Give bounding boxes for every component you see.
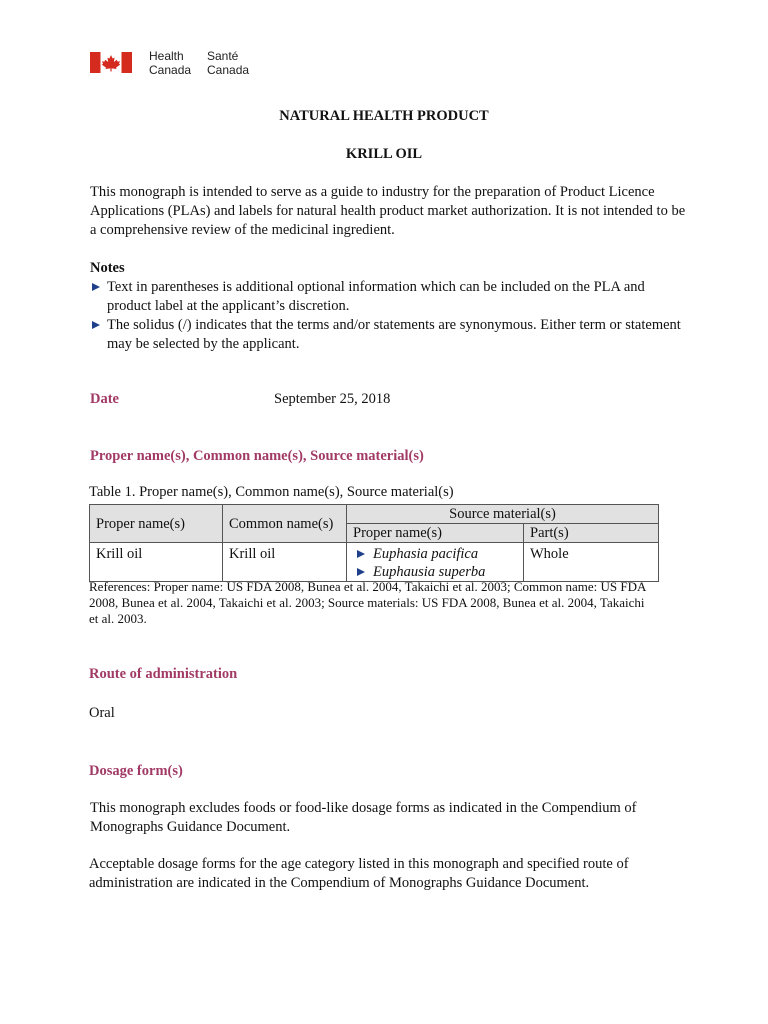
intro-paragraph: This monograph is intended to serve as a guide to industry for the preparation of Product Licence Applications (PLAs) and labels for natural health product market authorization. It is not intended to be a comprehensive review of the medicinal ingredient. (90, 184, 686, 238)
references-text: References: Proper name: US FDA 2008, Bunea et al. 2004, Takaichi et al. 2003; Common name: US FDA 2008, Bunea et al. 2004, Takaichi et al. 2003; Source materials: US FDA 2008, Bunea et al. 2004, Takaichi et al. 2003. (89, 579, 646, 626)
route-value: Oral (89, 705, 115, 721)
arrow-bullet-icon (92, 283, 100, 291)
document-title: NATURAL HEALTH PRODUCT (279, 108, 489, 124)
document-subtitle: KRILL OIL (345, 146, 423, 162)
cell-common-name: Krill oil (223, 543, 347, 582)
health-canada-logo (90, 49, 260, 79)
arrow-bullet-icon (92, 321, 100, 329)
date-value: September 25, 2018 (274, 391, 391, 407)
header-parts: Part(s) (524, 524, 659, 543)
notes-heading: Notes (90, 260, 125, 276)
names-table-wrapper (89, 504, 659, 582)
dosage-paragraph-2: Acceptable dosage forms for the age category listed in this monograph and specified route of administration are indicated in the Compendium of Monographs Guidance Document. (89, 856, 629, 891)
header-common-name: Common name(s) (223, 505, 347, 543)
logo-english-text: Health Canada (149, 49, 192, 77)
arrow-bullet-icon (357, 550, 365, 558)
cell-part: Whole (524, 543, 659, 582)
date-label: Date (90, 391, 119, 407)
list-item: Text in parentheses is additional optional information which can be included on the PLA and product label at the applicant’s discretion. (90, 278, 690, 316)
cell-proper-name: Krill oil (90, 543, 223, 582)
dosage-paragraph-1: This monograph excludes foods or food-like dosage forms as indicated in the Compendium of Monographs Guidance Document. (90, 800, 637, 835)
list-item: The solidus (/) indicates that the terms and/or statements are synonymous. Either term or statement may be selected by the applicant. (90, 316, 690, 354)
list-item: Euphausia superba (353, 563, 517, 581)
header-proper-name: Proper name(s) (90, 505, 223, 543)
table-row (90, 543, 659, 582)
dosage-heading: Dosage form(s) (89, 763, 183, 779)
route-heading: Route of administration (89, 666, 238, 682)
canada-flag-icon (90, 52, 132, 73)
names-heading: Proper name(s), Common name(s), Source material(s) (90, 448, 424, 464)
notes-list (90, 278, 690, 354)
table-header-row (90, 505, 659, 524)
arrow-bullet-icon (357, 568, 365, 576)
header-source-material: Source material(s) (347, 505, 659, 524)
logo-french-text: Santé Canada (207, 49, 250, 77)
notes-section (90, 259, 690, 354)
list-item: Euphasia pacifica (353, 545, 517, 563)
cell-source-names (347, 543, 524, 582)
names-table (89, 504, 659, 582)
header-source-proper-name: Proper name(s) (347, 524, 524, 543)
table-caption: Table 1. Proper name(s), Common name(s), Source material(s) (89, 484, 454, 500)
